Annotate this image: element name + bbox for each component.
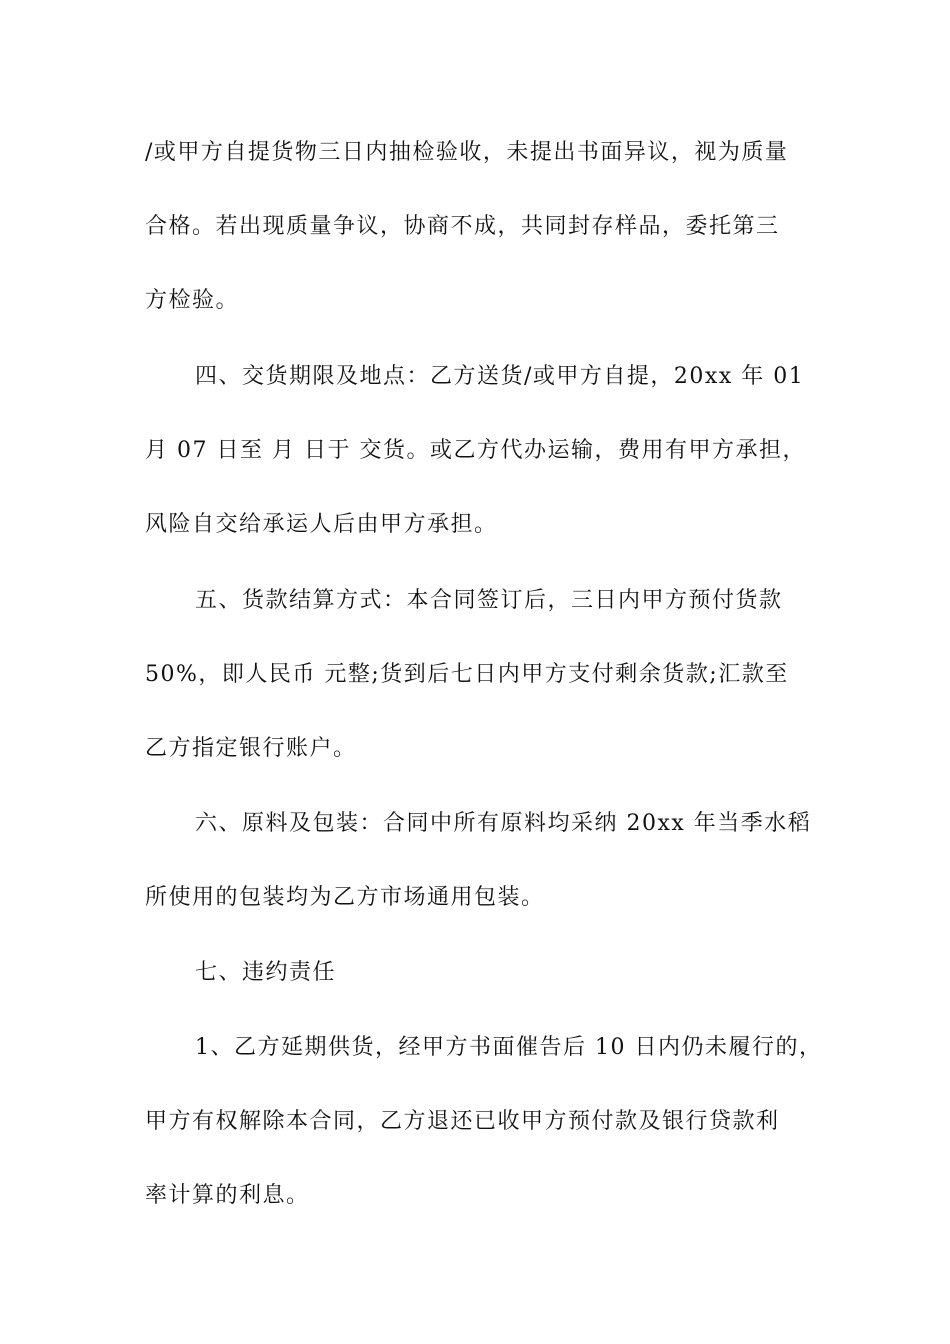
paragraph-line: 50%，即人民币 元整;货到后七日内甲方支付剩余货款;汇款至 [145, 662, 789, 687]
section-7-heading: 七、违约责任 [195, 960, 337, 985]
section-4-line: 四、交货期限及地点：乙方送货/或甲方自提，20xx 年 01 [195, 364, 805, 389]
paragraph-line: 月 07 日至 月 日于 交货。或乙方代办运输，费用有甲方承担， [145, 438, 806, 463]
paragraph-line: 所使用的包装均为乙方市场通用包装。 [145, 885, 545, 910]
paragraph-line: 率计算的利息。 [145, 1183, 310, 1208]
paragraph-line: 风险自交给承运人后由甲方承担。 [145, 512, 498, 537]
section-6-line: 六、原料及包装：合同中所有原料均采纳 20xx 年当季水稻 [195, 811, 812, 836]
paragraph-line: 合格。若出现质量争议，协商不成，共同封存样品，委托第三 [145, 214, 780, 239]
clause-1-line: 1、乙方延期供货，经甲方书面催告后 10 日内仍未履行的， [195, 1035, 823, 1060]
section-5-line: 五、货款结算方式：本合同签订后，三日内甲方预付货款 [195, 588, 783, 613]
paragraph-line: 方检验。 [145, 288, 240, 313]
paragraph-line: 乙方指定银行账户。 [145, 736, 357, 761]
paragraph-line: /或甲方自提货物三日内抽检验收，未提出书面异议，视为质量 [145, 140, 789, 165]
paragraph-line: 甲方有权解除本合同，乙方退还已收甲方预付款及银行贷款利 [145, 1109, 780, 1134]
